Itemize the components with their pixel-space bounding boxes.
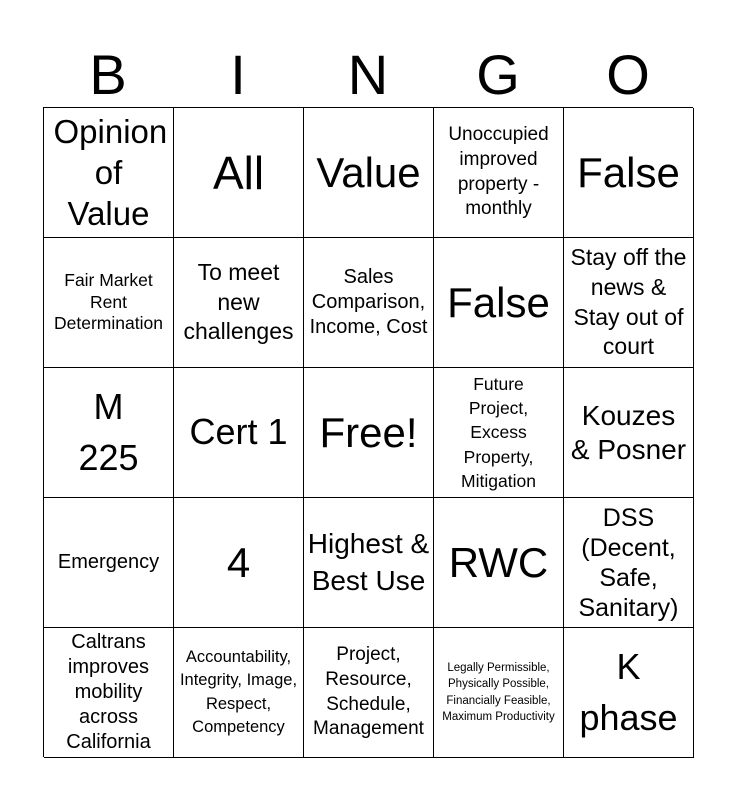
cell-text: Kouzes & Posner (570, 399, 687, 465)
cell-text: DSS (Decent, Safe, Sanitary) (578, 503, 679, 622)
cell-text: Legally Permissible, Physically Possible, Financially Feasible, Maximum Productivity (442, 662, 555, 723)
header-letter-n: N (347, 43, 389, 106)
bingo-cell-r5-c5[interactable] (564, 628, 694, 758)
bingo-cell-r5-c1[interactable] (44, 628, 174, 758)
bingo-cell-r4-c3[interactable] (304, 498, 434, 628)
bingo-cell-r1-c2[interactable] (174, 108, 304, 238)
header-letter-b: B (89, 43, 127, 106)
cell-text: Opinion of Value (53, 112, 168, 233)
bingo-cell-r1-c4[interactable] (434, 108, 564, 238)
bingo-cell-r2-c2[interactable] (174, 238, 304, 368)
cell-text: RWC (448, 538, 549, 586)
bingo-cell-r1-c3[interactable] (304, 108, 434, 238)
bingo-cell-r5-c3[interactable] (304, 628, 434, 758)
bingo-cell-r3-c5[interactable] (564, 368, 694, 498)
cell-text: K phase (579, 646, 678, 738)
bingo-cell-r4-c5[interactable] (564, 498, 694, 628)
bingo-cell-r5-c4[interactable] (434, 628, 564, 758)
cell-text: Highest & Best Use (307, 527, 430, 596)
cell-text: To meet new challenges (183, 258, 294, 345)
bingo-cell-r3-c2[interactable] (174, 368, 304, 498)
bingo-cell-r4-c4[interactable] (434, 498, 564, 628)
bingo-header (43, 42, 693, 108)
cell-text: False (447, 278, 550, 326)
cell-text: Cert 1 (189, 411, 288, 453)
bingo-cell-r4-c1[interactable] (44, 498, 174, 628)
bingo-cell-r3-c1[interactable] (44, 368, 174, 498)
bingo-cell-r3-c4[interactable] (434, 368, 564, 498)
cell-text: Caltrans improves mobility across California (66, 631, 151, 753)
header-letter-i: I (230, 43, 246, 106)
cell-text: Accountability, Integrity, Image, Respect, Competency (179, 648, 298, 736)
cell-text: Project, Resource, Schedule, Management (313, 644, 424, 740)
bingo-cell-r2-c1[interactable] (44, 238, 174, 368)
bingo-cell-r3-c3[interactable] (304, 368, 434, 498)
cell-text: Emergency (57, 551, 160, 573)
bingo-cell-r2-c5[interactable] (564, 238, 694, 368)
cell-text: False (577, 148, 680, 196)
cell-text: Value (316, 148, 421, 196)
bingo-cell-r2-c3[interactable] (304, 238, 434, 368)
cell-text: Free! (319, 408, 418, 456)
cell-text: Fair Market Rent Determination (54, 269, 163, 334)
cell-text: Sales Comparison, Income, Cost (309, 266, 428, 338)
cell-text: Future Project, Excess Property, Mitigation (461, 374, 536, 491)
bingo-cell-r4-c2[interactable] (174, 498, 304, 628)
bingo-cell-r5-c2[interactable] (174, 628, 304, 758)
bingo-board (43, 107, 693, 757)
header-letter-g: G (476, 43, 520, 106)
bingo-cell-r1-c5[interactable] (564, 108, 694, 238)
header-letter-o: O (606, 43, 650, 106)
cell-text: Unoccupied improved property - monthly (448, 124, 549, 220)
cell-text: Stay off the news & Stay out of court (570, 243, 687, 360)
cell-text: M 225 (78, 386, 139, 478)
cell-text: All (212, 146, 265, 199)
cell-text: 4 (226, 538, 251, 586)
bingo-cell-r2-c4[interactable] (434, 238, 564, 368)
bingo-cell-r1-c1[interactable] (44, 108, 174, 238)
